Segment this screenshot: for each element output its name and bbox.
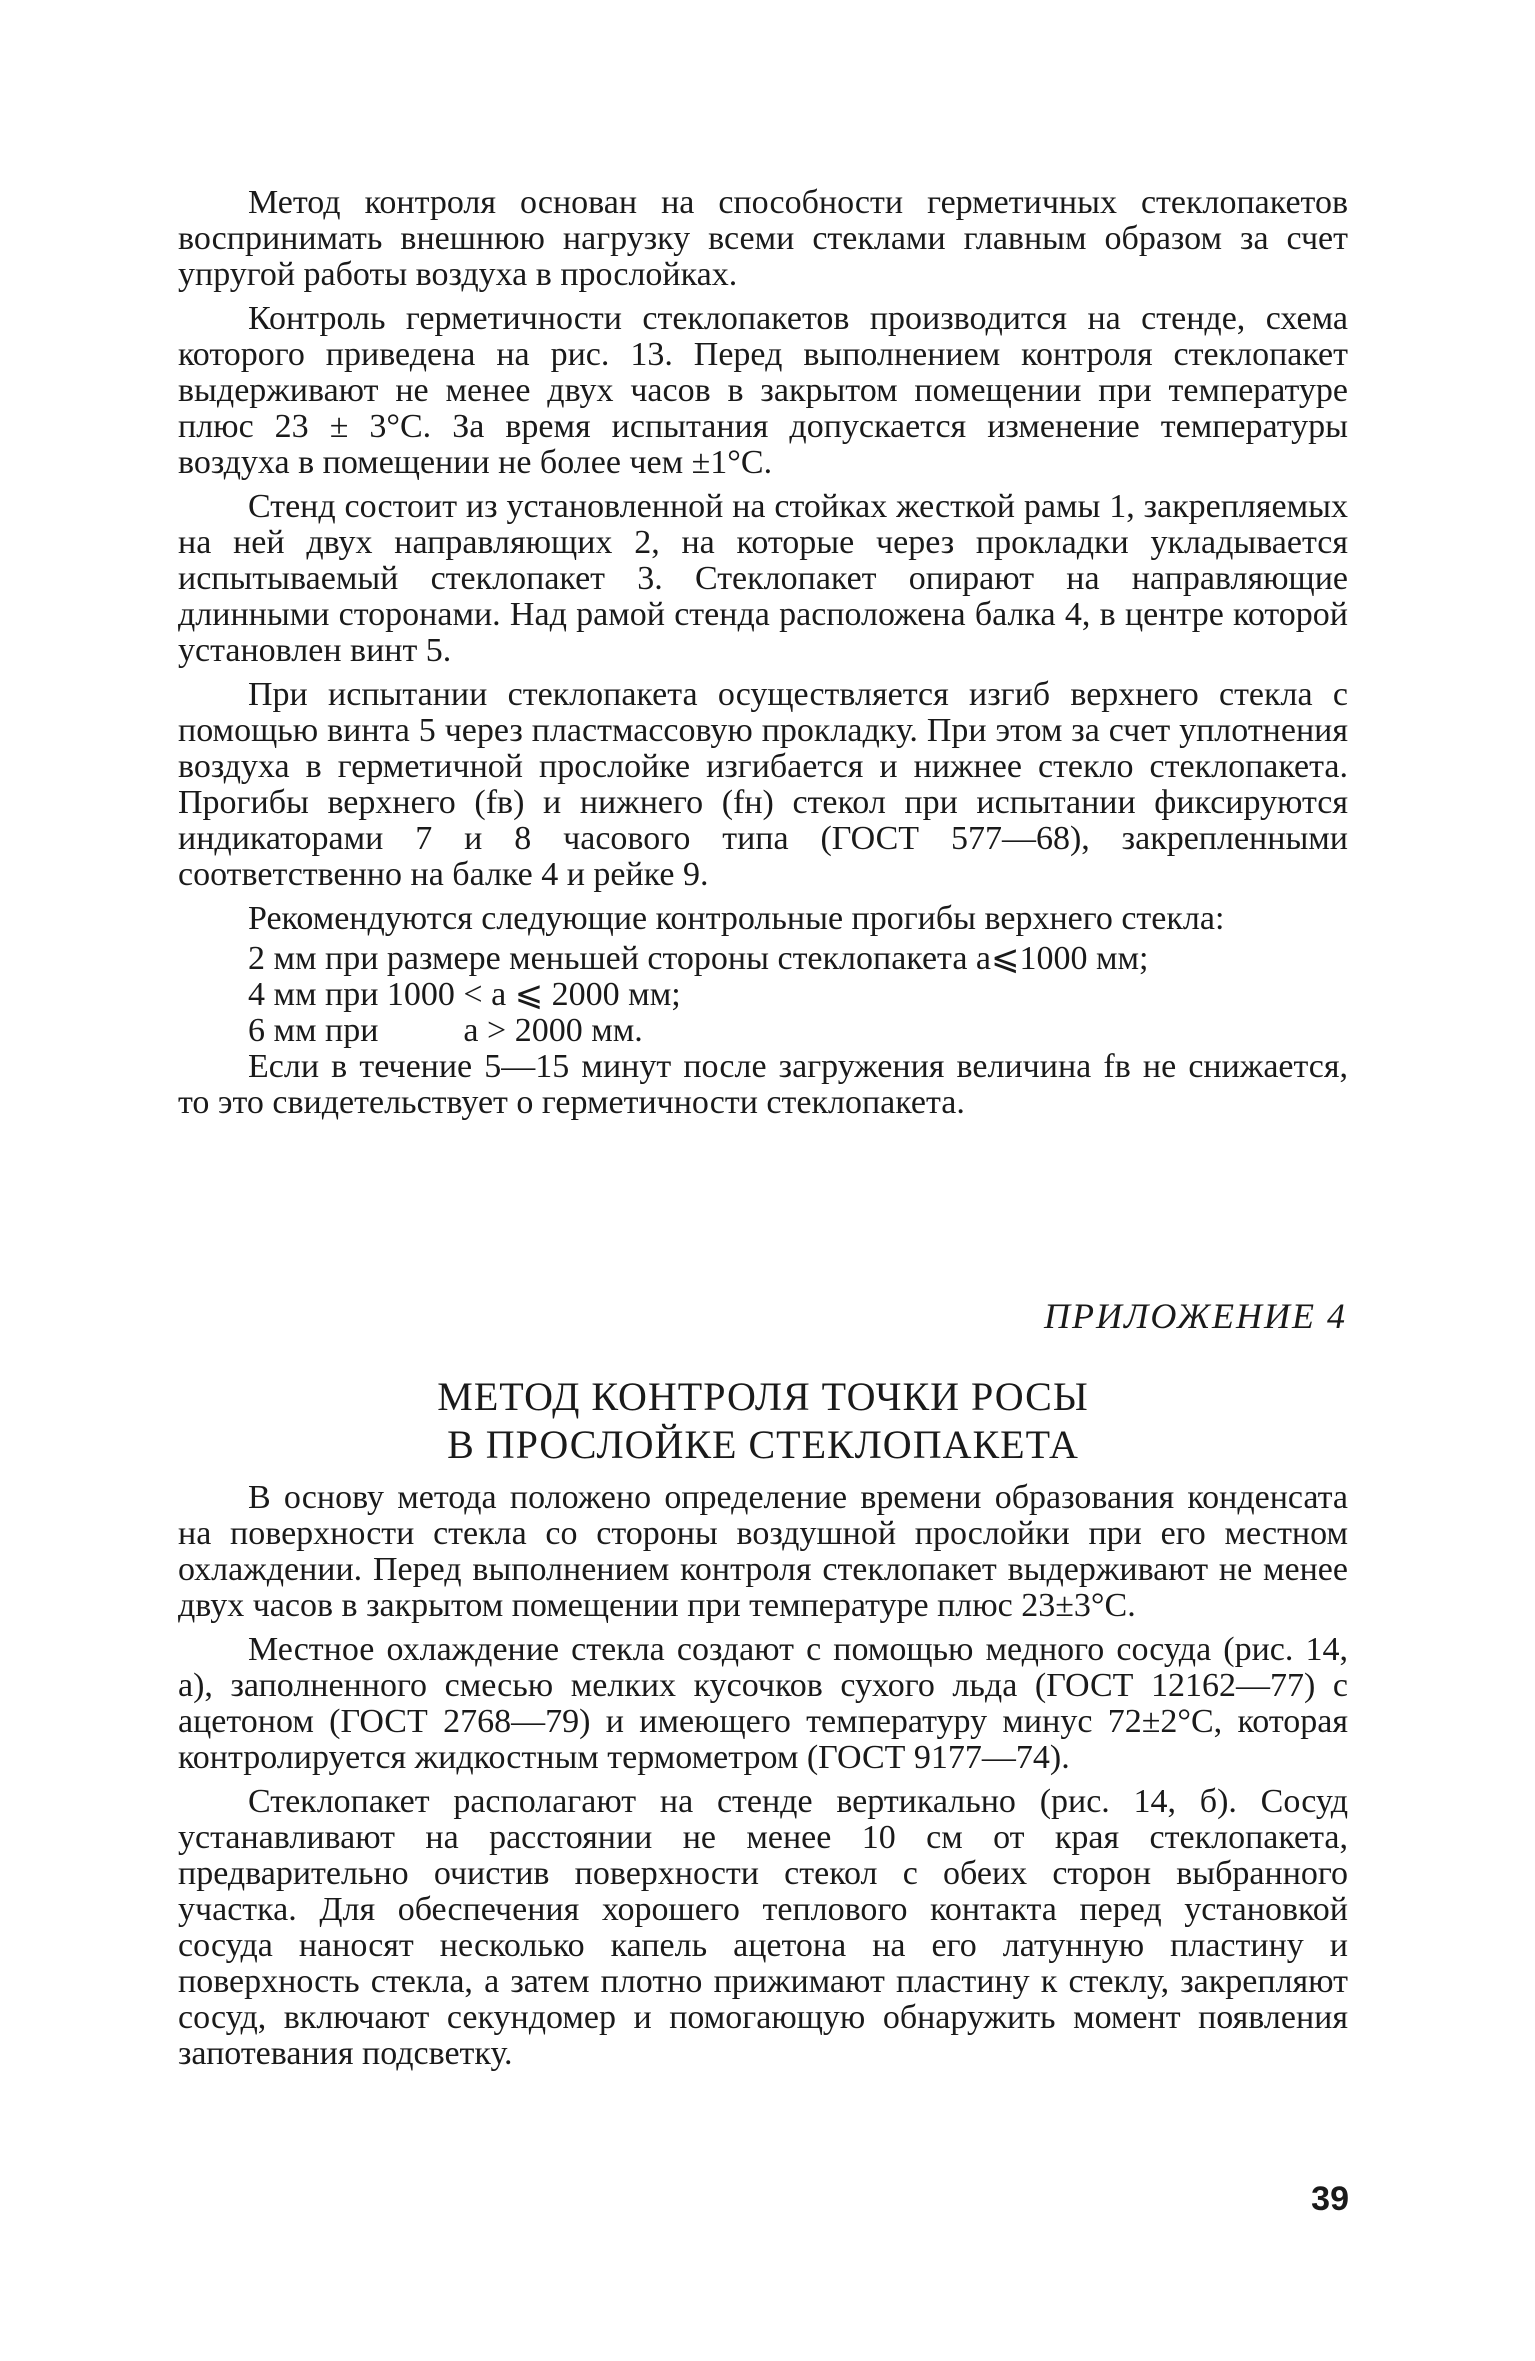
section-2-text xyxy=(178,1480,1348,2080)
deflection-item-2: 4 мм при 1000 < a ⩽ 2000 мм; xyxy=(248,976,681,1013)
page-number: 39 xyxy=(1311,2180,1349,2218)
paragraph-local-cooling: Местное охлаждение стекла создают с помощью медного сосуда (рис. 14, а), заполненного смесью мелких кусочков сухого льда (ГОСТ 12162—77) с ацетоном (ГОСТ 2768—79) и имеющего температуру минус 72±2°С, которая контролируется жидкостным термометром (ГОСТ 9177—74). xyxy=(178,1631,1348,1776)
paragraph-conclusion: Если в течение 5—15 минут после загружения величина fв не снижается, то это свидетельствует о герметичности стеклопакета. xyxy=(178,1048,1348,1121)
paragraph-test-procedure: При испытании стеклопакета осуществляется изгиб верхнего стекла с помощью винта 5 через пластмассовую прокладку. При этом за счет уплотнения воздуха в герметичной прослойке изгибается и нижнее стекло стеклопакета. Прогибы верхнего (fв) и нижнего (fн) стекол при испытании фиксируются индикаторами 7 и 8 часового типа (ГОСТ 577—68), закрепленными соответственно на балке 4 и рейке 9. xyxy=(178,676,1348,893)
section-1-text xyxy=(178,185,1348,1129)
paragraph-recommended-deflections: Рекомендуются следующие контрольные прогибы верхнего стекла: xyxy=(248,900,1225,937)
appendix-label: ПРИЛОЖЕНИЕ 4 xyxy=(1044,1296,1347,1336)
deflection-item-3: 6 мм при a > 2000 мм. xyxy=(248,1012,643,1049)
paragraph-stand-description: Стенд состоит из установленной на стойках жесткой рамы 1, закрепляемых на ней двух направляющих 2, на которые через прокладки укладывается испытываемый стеклопакет 3. Стеклопакет опирают на направляющие длинными сторонами. Над рамой стенда расположена балка 4, в центре которой установлен винт 5. xyxy=(178,488,1348,669)
appendix-title-line-1: МЕТОД КОНТРОЛЯ ТОЧКИ РОСЫ xyxy=(437,1374,1089,1419)
paragraph-method-basis: Метод контроля основан на способности герметичных стеклопакетов воспринимать внешнюю нагрузку всеми стеклами главным образом за счет упругой работы воздуха в прослойках. xyxy=(178,184,1348,293)
appendix-title xyxy=(178,1373,1348,1469)
paragraph-test-conditions: Контроль герметичности стеклопакетов производится на стенде, схема которого приведена на рис. 13. Перед выполнением контроля стеклопакет выдерживают не менее двух часов в закрытом помещении при температуре плюс 23 ± 3°С. За время испытания допускается изменение температуры воздуха в помещении не более чем ±1°С. xyxy=(178,300,1348,481)
paragraph-vessel-placement: Стеклопакет располагают на стенде вертикально (рис. 14, б). Сосуд устанавливают на расстоянии не менее 10 см от края стеклопакета, предварительно очистив поверхности стекол с обеих сторон выбранного участка. Для обеспечения хорошего теплового контакта перед установкой сосуда наносят несколько капель ацетона на его латунную пластину и поверхность стекла, а затем плотно прижимают пластину к стеклу, закрепляют сосуд, включают секундомер и помогающую обнаружить момент появления запотевания подсветку. xyxy=(178,1783,1348,2072)
deflection-item-1: 2 мм при размере меньшей стороны стеклопакета a⩽1000 мм; xyxy=(248,940,1149,977)
paragraph-dew-point-basis: В основу метода положено определение времени образования конденсата на поверхности стекла со стороны воздушной прослойки при его местном охлаждении. Перед выполнением контроля стеклопакет выдерживают не менее двух часов в закрытом помещении при температуре плюс 23±3°С. xyxy=(178,1479,1348,1624)
appendix-title-line-2: В ПРОСЛОЙКЕ СТЕКЛОПАКЕТА xyxy=(447,1422,1079,1467)
